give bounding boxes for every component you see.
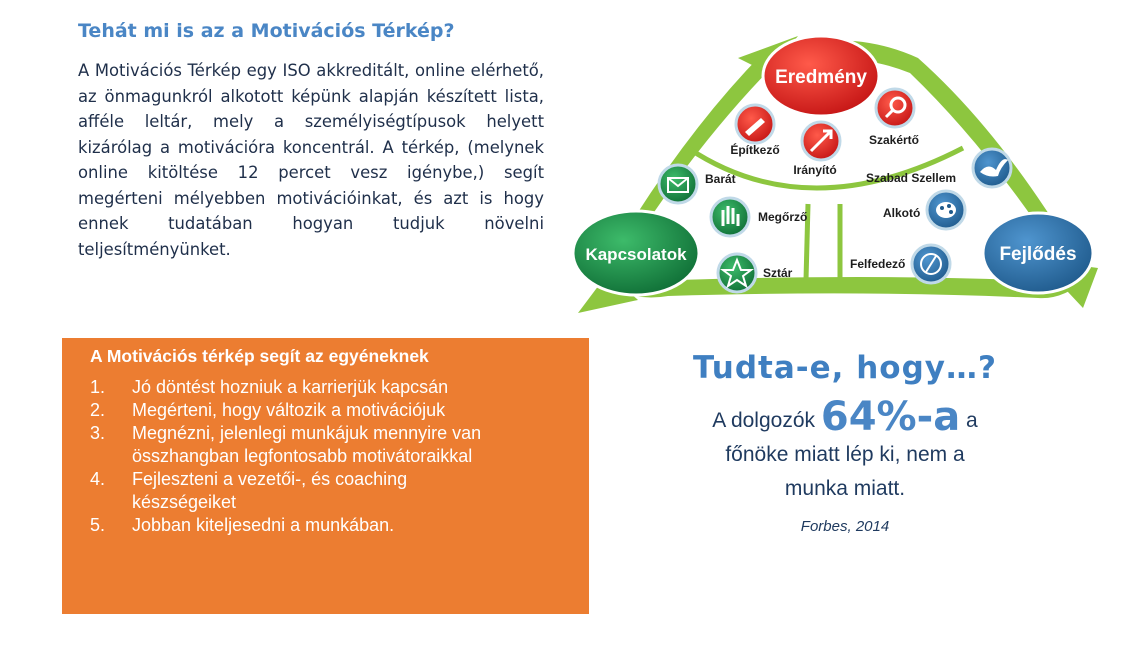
list-item: 3. Megnézni, jelenlegi munkájuk mennyire van összhangban legfontosabb motivátoraikkal [90,423,482,466]
helps-panel [62,338,589,614]
list-item: 1. Jó döntést hozniuk a karrierjük kapcsán [90,377,449,397]
fact-box [660,350,1030,535]
fact-source: Forbes, 2014 [800,518,890,535]
svg-text:Barát: Barát [705,172,736,186]
svg-text:Fejlődés: Fejlődés [999,244,1077,265]
svg-text:Alkotó: Alkotó [883,206,921,220]
svg-text:Szabad Szellem: Szabad Szellem [866,171,957,185]
palette-icon [936,202,956,218]
fact-post: a [966,409,978,432]
fact-question: Tudta-e, hogy…? [693,350,997,386]
fact-line-1 [660,394,1030,440]
helps-heading: A Motivációs térkép segít az egyéneknek [90,346,429,366]
list-item: 4. Fejleszteni a vezetői-, és coaching készségeiket [90,469,408,512]
svg-text:Felfedező: Felfedező [850,257,906,271]
fact-line-2: főnöke miatt lép ki, nem a [725,443,965,466]
page-title: Tehát mi is az a Motivációs Térkép? [78,20,455,42]
svg-text:Irányító: Irányító [793,163,837,177]
hub-fejlodes [983,213,1093,293]
fact-pre: A dolgozók [712,409,816,432]
svg-text:Szakértő: Szakértő [868,133,920,147]
hub-kapcsolatok [573,211,699,295]
hub-eredmeny [763,36,879,116]
helps-list [90,376,560,537]
svg-text:Sztár: Sztár [763,266,793,280]
svg-text:Kapcsolatok: Kapcsolatok [585,245,687,264]
fact-line-3: munka miatt. [784,477,906,500]
svg-text:Megőrző: Megőrző [758,210,808,224]
svg-text:Építkező: Építkező [730,143,780,157]
list-item: 5. Jobban kiteljesedni a munkában. [90,515,395,535]
intro-paragraph: A Motivációs Térkép egy ISO akkreditált, online elérhető, az önmagunkról alkotott képünk alapján készített lista, afféle leltár, mely a személyiségtípusok helyett kizárólag a motivációra koncentrál. A térkép, (melynek online kitöltése 12 percet vesz igénybe,) segít megérteni mélyebben motivációinkat, és azt is hogy ennek tudatában hogyan tudjuk növelni teljesítményünket. [78,61,544,259]
svg-text:Eredmény: Eredmény [775,67,867,88]
fact-highlight: 64%-a [820,394,961,440]
motivation-map-diagram [568,28,1113,328]
list-item: 2. Megérteni, hogy változik a motivációjuk [90,400,446,420]
